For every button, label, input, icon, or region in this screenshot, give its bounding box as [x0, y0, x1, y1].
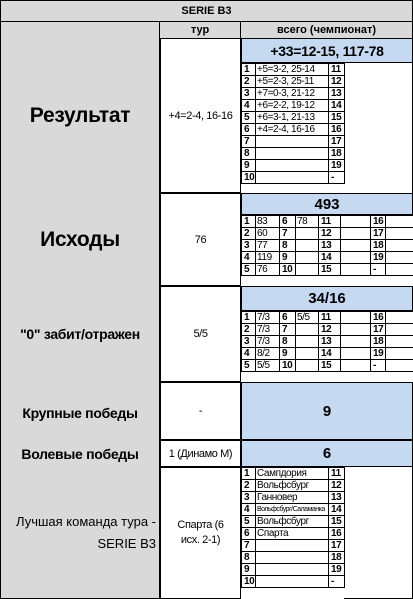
big-wins-tour-value: - — [160, 382, 241, 440]
outcomes-row — [242, 240, 413, 252]
tour-number: 13 — [329, 88, 345, 100]
tour-number: 3 — [242, 492, 256, 504]
tour-number: 15 — [329, 516, 345, 528]
tour-value: Вольфсбург/Саламанка — [256, 504, 329, 516]
tour-number: 1 — [242, 216, 256, 228]
tour-value: +6=2-2, 19-12 — [256, 100, 329, 112]
best-team-tour-value: Спарта (6 исх. 2-1) — [160, 467, 241, 599]
outcomes-total-value: 493 — [241, 193, 413, 215]
tour-value: 77 — [256, 240, 280, 252]
tour-number: 13 — [319, 336, 341, 348]
tour-number: 7 — [280, 324, 296, 336]
comeback-wins-tour-value: 1 (Динамо М) — [160, 440, 241, 467]
tour-value: Спарта — [256, 528, 329, 540]
tour-number: 15 — [319, 264, 341, 276]
outcomes-row — [242, 252, 413, 264]
tour-number: 14 — [329, 504, 345, 516]
best-team-row — [242, 468, 345, 480]
tour-value — [256, 172, 329, 184]
tour-value — [256, 136, 329, 148]
best-team-empty-area — [344, 467, 413, 599]
tour-value — [296, 348, 319, 360]
tour-value — [341, 324, 371, 336]
tour-number: 5 — [242, 360, 256, 372]
tour-number: 8 — [242, 148, 256, 160]
results-label: Результат — [29, 103, 131, 127]
tour-value: 7/3 — [256, 312, 280, 324]
tour-value: Вольфсбург — [256, 516, 329, 528]
tour-number: 16 — [329, 124, 345, 136]
results-by-tour-table — [241, 63, 345, 184]
tour-value — [341, 264, 371, 276]
tour-value — [341, 228, 371, 240]
tour-number: 16 — [371, 216, 386, 228]
tour-value — [256, 564, 329, 576]
tour-number: 3 — [242, 88, 256, 100]
tour-number: 4 — [242, 100, 256, 112]
tour-value — [341, 312, 371, 324]
tour-value: 5/5 — [296, 312, 319, 324]
tour-number: 17 — [371, 228, 386, 240]
tour-number: 11 — [329, 64, 345, 76]
tour-number: 18 — [371, 240, 386, 252]
tour-number: 19 — [329, 564, 345, 576]
tour-value — [256, 148, 329, 160]
tour-value: +6=3-1, 21-13 — [256, 112, 329, 124]
tour-number: 4 — [242, 504, 256, 516]
tour-value — [341, 216, 371, 228]
tour-number: 13 — [319, 240, 341, 252]
best-team-row — [242, 480, 345, 492]
tour-value — [256, 552, 329, 564]
tour-number: 2 — [242, 76, 256, 88]
tour-number: 6 — [242, 124, 256, 136]
tour-value: +5=2-3, 25-11 — [256, 76, 329, 88]
zero-row — [242, 312, 413, 324]
tour-number: 13 — [329, 492, 345, 504]
tour-number: - — [329, 172, 345, 184]
tour-value — [341, 240, 371, 252]
results-total-value: +33=12-15, 117-78 — [241, 38, 413, 63]
results-row — [242, 136, 345, 148]
zero-row — [242, 348, 413, 360]
tour-number: 11 — [319, 312, 341, 324]
tour-number: 17 — [371, 324, 386, 336]
tour-value — [386, 360, 413, 372]
tour-value — [386, 228, 413, 240]
results-row — [242, 76, 345, 88]
outcomes-tour-value: 76 — [160, 193, 241, 286]
tour-number: 9 — [242, 564, 256, 576]
tour-value: Сампдория — [256, 468, 329, 480]
best-team-row — [242, 552, 345, 564]
tour-number: 12 — [329, 480, 345, 492]
tour-number: 10 — [280, 360, 296, 372]
tour-number: 9 — [280, 252, 296, 264]
tour-number: 7 — [280, 228, 296, 240]
tour-value — [341, 360, 371, 372]
results-tour-value: +4=2-4, 16-16 — [160, 38, 241, 193]
tour-value: 76 — [256, 264, 280, 276]
tour-number: 8 — [280, 336, 296, 348]
outcomes-row — [242, 228, 413, 240]
zero-row — [242, 324, 413, 336]
zero-row — [242, 360, 413, 372]
tour-number: 11 — [319, 216, 341, 228]
tour-number: 10 — [242, 576, 256, 588]
tour-number: 12 — [329, 76, 345, 88]
tour-number: 17 — [329, 136, 345, 148]
tour-value — [341, 348, 371, 360]
outcomes-by-tour-table — [241, 215, 413, 276]
tour-number: 19 — [371, 348, 386, 360]
best-team-by-tour-table — [241, 467, 345, 588]
best-team-row — [242, 492, 345, 504]
best-team-label: Лучшая команда тура - SERIE B3 — [16, 514, 156, 551]
tour-number: - — [329, 576, 345, 588]
results-row — [242, 148, 345, 160]
big-wins-total-value: 9 — [241, 382, 413, 440]
tour-value — [341, 252, 371, 264]
tour-value — [296, 336, 319, 348]
tour-value — [296, 228, 319, 240]
tour-number: 7 — [242, 136, 256, 148]
tour-value: 119 — [256, 252, 280, 264]
tour-value — [386, 240, 413, 252]
tour-number: 2 — [242, 228, 256, 240]
tour-number: 16 — [371, 312, 386, 324]
outcomes-row — [242, 216, 413, 228]
comeback-wins-label: Волевые победы — [21, 445, 139, 462]
tour-number: 18 — [329, 552, 345, 564]
best-team-row — [242, 516, 345, 528]
tour-number: 9 — [280, 348, 296, 360]
results-row — [242, 64, 345, 76]
tour-value — [296, 240, 319, 252]
tour-value — [256, 160, 329, 172]
tour-number: 19 — [329, 160, 345, 172]
zero-total-value: 34/16 — [241, 286, 413, 311]
best-team-row — [242, 528, 345, 540]
tour-value: 5/5 — [256, 360, 280, 372]
zero-label: "0" забит/отражен — [20, 326, 140, 342]
tour-value — [296, 324, 319, 336]
results-row — [242, 124, 345, 136]
zero-by-tour-table — [241, 311, 413, 372]
tour-value: 7/3 — [256, 336, 280, 348]
tour-number: 1 — [242, 312, 256, 324]
tour-value — [386, 252, 413, 264]
tour-value — [341, 336, 371, 348]
zero-row — [242, 336, 413, 348]
tour-number: 18 — [329, 148, 345, 160]
sheet-title: SERIE B3 — [0, 0, 413, 22]
comeback-wins-total-value: 6 — [241, 440, 413, 467]
tour-number: 16 — [329, 528, 345, 540]
tour-value — [386, 336, 413, 348]
tour-number: 17 — [329, 540, 345, 552]
tour-number: 3 — [242, 240, 256, 252]
tour-value: Ганновер — [256, 492, 329, 504]
results-empty-area — [344, 63, 413, 193]
tour-value — [296, 264, 319, 276]
tour-number: 6 — [280, 312, 296, 324]
outcomes-row — [242, 264, 413, 276]
tour-number: 5 — [242, 264, 256, 276]
results-row — [242, 100, 345, 112]
tour-value: 7/3 — [256, 324, 280, 336]
best-team-row — [242, 540, 345, 552]
tour-number: 1 — [242, 64, 256, 76]
tour-value: 60 — [256, 228, 280, 240]
tour-number: 5 — [242, 516, 256, 528]
tour-value: +7=0-3, 21-12 — [256, 88, 329, 100]
best-team-row — [242, 564, 345, 576]
tour-number: 18 — [371, 336, 386, 348]
tour-number: 7 — [242, 540, 256, 552]
outcomes-label: Исходы — [40, 227, 120, 251]
tour-number: 6 — [242, 528, 256, 540]
tour-number: 14 — [329, 100, 345, 112]
results-row — [242, 88, 345, 100]
tour-number: 15 — [329, 112, 345, 124]
results-row — [242, 160, 345, 172]
results-row — [242, 112, 345, 124]
tour-value — [386, 348, 413, 360]
tour-number: 10 — [242, 172, 256, 184]
tour-number: 5 — [242, 112, 256, 124]
tour-number: 1 — [242, 468, 256, 480]
tour-value — [256, 576, 329, 588]
tour-value — [386, 216, 413, 228]
tour-value — [296, 360, 319, 372]
tour-number: 8 — [242, 552, 256, 564]
tour-number: 4 — [242, 348, 256, 360]
best-team-row — [242, 576, 345, 588]
tour-value — [386, 324, 413, 336]
tour-number: 10 — [280, 264, 296, 276]
tour-value: Вольфсбург — [256, 480, 329, 492]
tour-number: 19 — [371, 252, 386, 264]
tour-number: 3 — [242, 336, 256, 348]
tour-number: - — [371, 264, 386, 276]
tour-value — [386, 264, 413, 276]
tour-number: 4 — [242, 252, 256, 264]
tour-value: +5=3-2, 25-14 — [256, 64, 329, 76]
tour-number: 9 — [242, 160, 256, 172]
tour-number: 14 — [319, 252, 341, 264]
tour-number: 6 — [280, 216, 296, 228]
tour-value: 83 — [256, 216, 280, 228]
tour-value: 8/2 — [256, 348, 280, 360]
column-header-tour: тур — [160, 22, 241, 38]
tour-value — [296, 252, 319, 264]
tour-number: 12 — [319, 228, 341, 240]
results-row — [242, 172, 345, 184]
tour-number: 12 — [319, 324, 341, 336]
tour-value — [386, 312, 413, 324]
tour-value: 78 — [296, 216, 319, 228]
tour-number: 15 — [319, 360, 341, 372]
tour-number: 2 — [242, 480, 256, 492]
column-header-total: всего (чемпионат) — [241, 22, 413, 38]
tour-number: 2 — [242, 324, 256, 336]
tour-number: 11 — [329, 468, 345, 480]
zero-tour-value: 5/5 — [160, 286, 241, 382]
tour-number: 14 — [319, 348, 341, 360]
big-wins-label: Крупные победы — [22, 405, 138, 421]
tour-number: - — [371, 360, 386, 372]
tour-number: 8 — [280, 240, 296, 252]
best-team-row — [242, 504, 345, 516]
tour-value: +4=2-4, 16-16 — [256, 124, 329, 136]
tour-value — [256, 540, 329, 552]
